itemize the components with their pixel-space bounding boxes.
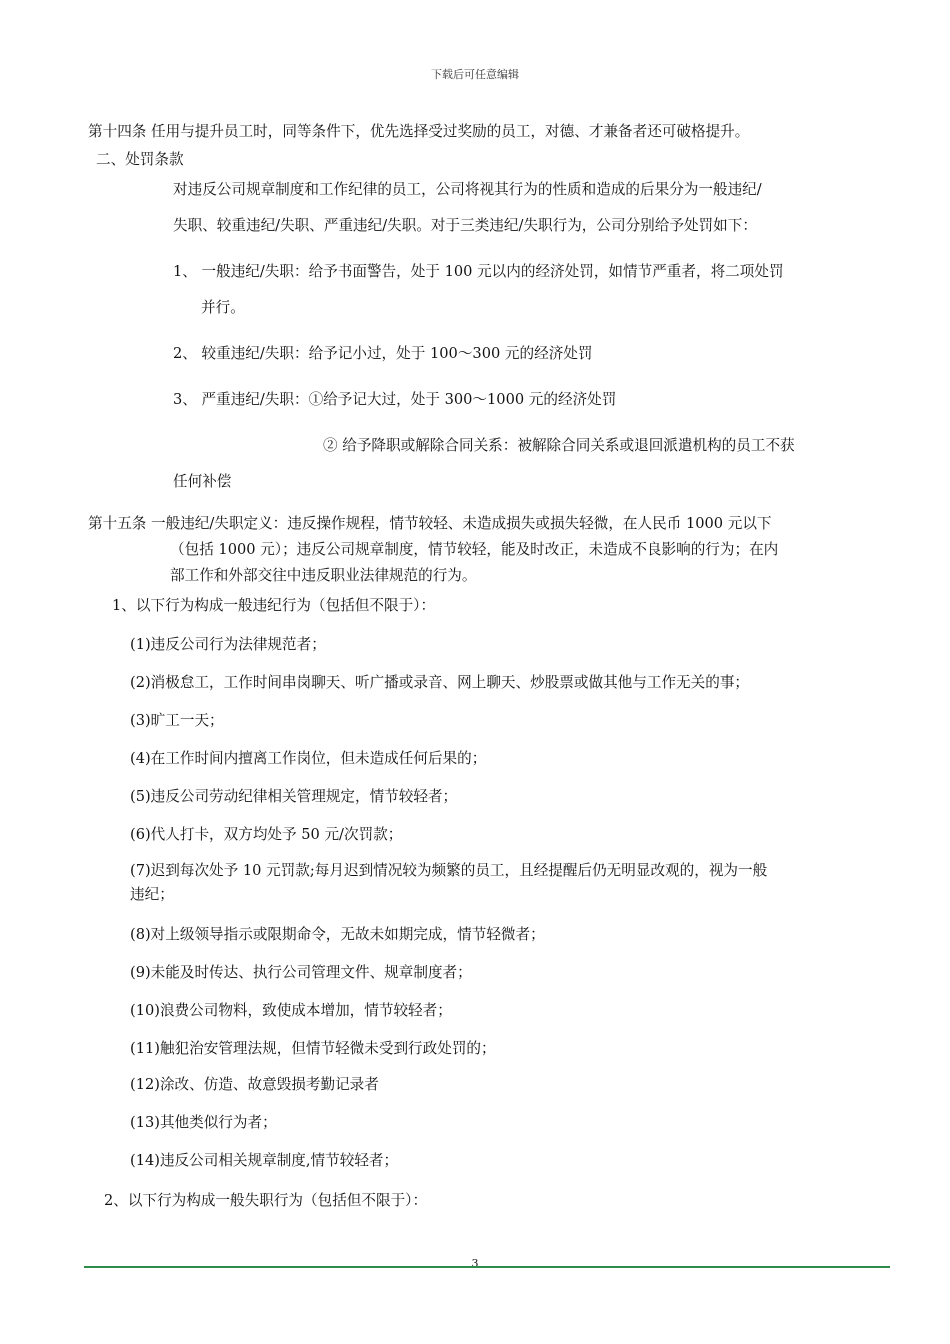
penalty-1-line-2: 并行。	[201, 299, 245, 316]
section-title-penalties: 二、处罚条款	[96, 151, 184, 168]
list-item: (5)违反公司劳动纪律相关管理规定，情节较轻者；	[130, 788, 458, 805]
article-15-line-3: 部工作和外部交往中违反职业法律规范的行为。	[170, 567, 477, 584]
list-item: (14)违反公司相关规章制度,情节较轻者；	[130, 1152, 399, 1169]
list-item: (11)触犯治安管理法规，但情节轻微未受到行政处罚的；	[130, 1040, 496, 1057]
penalty-3b-line-2: 任何补偿	[173, 473, 232, 490]
list-item-continuation: 违纪；	[130, 886, 174, 903]
penalty-3b-line-1: ② 给予降职或解除合同关系：被解除合同关系或退回派遣机构的员工不获	[323, 437, 795, 454]
page-number: 3	[471, 1257, 479, 1270]
article-15-line-1: 第十五条 一般违纪/失职定义：违反操作规程，情节较轻、未造成损失或损失轻微，在人民币 1000 元以下	[88, 515, 772, 532]
list-item: (8)对上级领导指示或限期命令，无故未如期完成，情节轻微者；	[130, 926, 545, 943]
article-15-line-2: （包括 1000 元）；违反公司规章制度，情节较轻，能及时改正，未造成不良影响的行为；在内	[170, 541, 779, 558]
penalty-1-line-1: 1、 一般违纪/失职：给予书面警告，处于 100 元以内的经济处罚，如情节严重者，将二项处罚	[173, 263, 784, 280]
list-item: (12)涂改、仿造、故意毁损考勤记录者	[130, 1076, 379, 1093]
penalty-intro-line-1: 对违反公司规章制度和工作纪律的员工，公司将视其行为的性质和造成的后果分为一般违纪/	[173, 181, 762, 198]
list-item: (2)消极怠工，工作时间串岗聊天、听广播或录音、网上聊天、炒股票或做其他与工作无关的事；	[130, 674, 750, 691]
footer-divider	[84, 1266, 890, 1268]
penalty-3: 3、 严重违纪/失职：①给予记大过，处于 300～1000 元的经济处罚	[173, 391, 617, 408]
list-item: (13)其他类似行为者；	[130, 1114, 277, 1131]
list-item: (10)浪费公司物料，致使成本增加，情节较轻者；	[130, 1002, 452, 1019]
penalty-intro-line-2: 失职、较重违纪/失职、严重违纪/失职。对于三类违纪/失职行为，公司分别给予处罚如下：	[173, 217, 757, 234]
list-item: (4)在工作时间内擅离工作岗位，但未造成任何后果的；	[130, 750, 487, 767]
list-item: (1)违反公司行为法律规范者；	[130, 636, 326, 653]
list-item: (9)未能及时传达、执行公司管理文件、规章制度者；	[130, 964, 472, 981]
penalty-2: 2、 较重违纪/失职：给予记小过，处于 100～300 元的经济处罚	[173, 345, 593, 362]
list-1-title: 1、以下行为构成一般违纪行为（包括但不限于）：	[112, 597, 436, 614]
list-item: (3)旷工一天；	[130, 712, 224, 729]
list-2-title: 2、以下行为构成一般失职行为（包括但不限于）：	[104, 1192, 428, 1209]
article-14: 第十四条 任用与提升员工时，同等条件下，优先选择受过奖励的员工，对德、才兼备者还可破格提升。	[88, 123, 750, 140]
list-item: (7)迟到每次处予 10 元罚款;每月迟到情况较为频繁的员工，且经提醒后仍无明显改观的，视为一般	[130, 862, 768, 879]
list-item: (6)代人打卡，双方均处予 50 元/次罚款；	[130, 826, 403, 843]
page-header-note: 下载后可任意编辑	[431, 68, 519, 81]
